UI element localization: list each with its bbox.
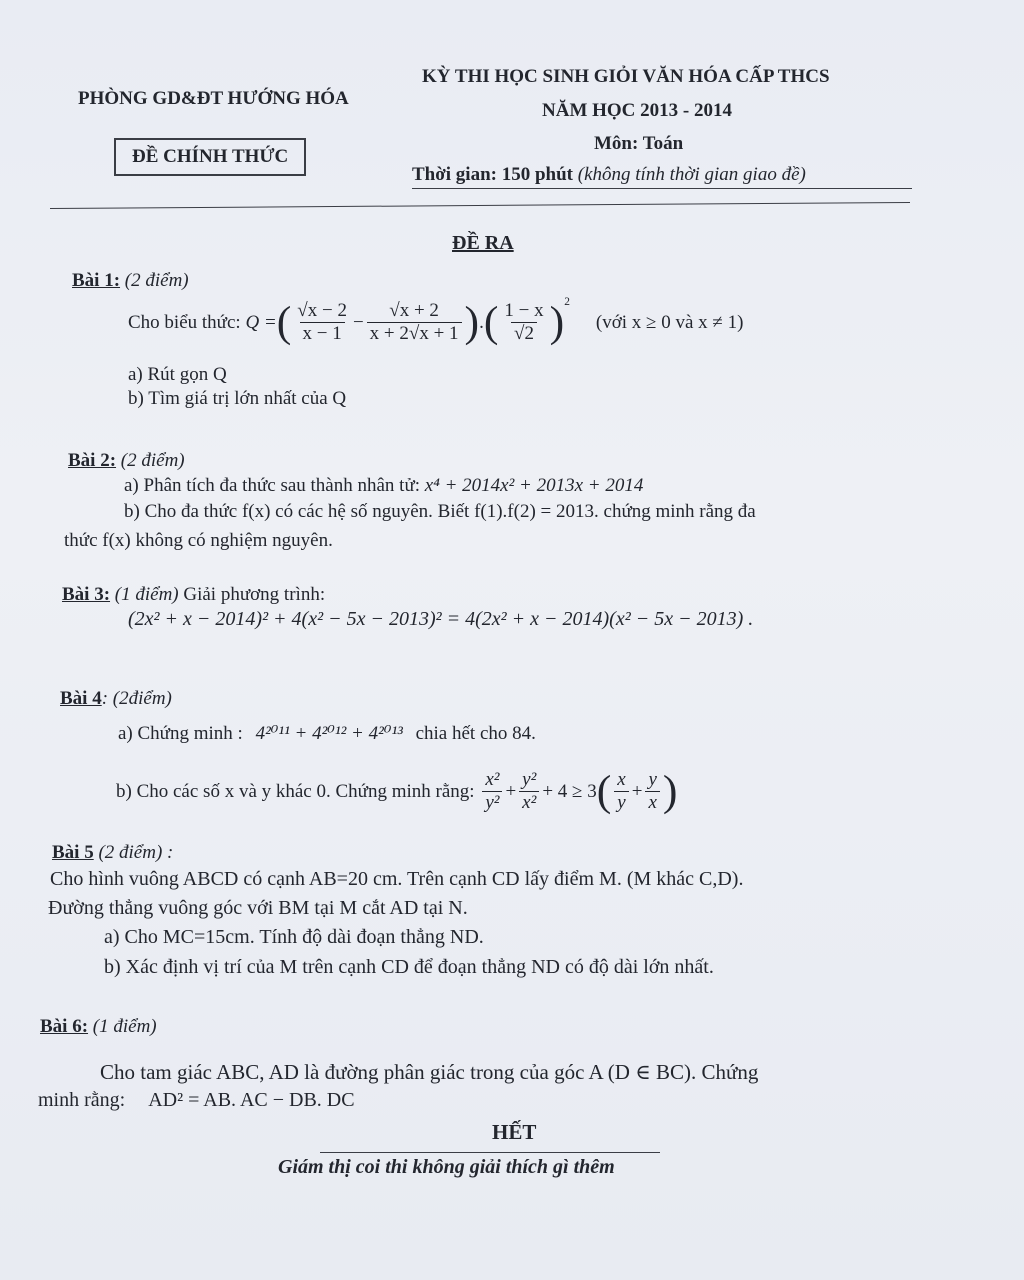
header-underline: [412, 188, 912, 189]
fraction-3-numerator: 1 − x: [504, 299, 544, 321]
time-note: (không tính thời gian giao đề): [577, 164, 806, 185]
fraction-2-numerator: √x + 2: [389, 299, 439, 321]
bai3-equation: (2x² + x − 2014)² + 4(x² − 5x − 2013)² = 4(2x² + x − 2014)(x² − 5x − 2013) .: [128, 608, 754, 630]
frac-x2-den: x²: [519, 791, 539, 815]
bai1-part-a: a) Rút gọn Q: [128, 364, 227, 385]
frac-x-den: x: [645, 791, 659, 815]
frac-x-over-y: [614, 770, 628, 815]
bai6-heading: [40, 1016, 157, 1038]
frac-x2-over-y2: [482, 770, 502, 815]
bai4-part-b: [116, 760, 677, 824]
frac-y-den: y: [614, 791, 628, 815]
bai2-a-text: a) Phân tích đa thức sau thành nhân tử:: [124, 475, 421, 496]
section-title: ĐỀ RA: [452, 232, 514, 254]
header-divider: [50, 202, 910, 209]
left-paren-b4: (: [596, 767, 612, 816]
bai1-expression: Cho biểu thức: Q = ( $\frac{√x - 2}{x - 1}$ − $\frac{√x + 2}{x + 2√x + 1}$ ) . ( $\frac{1 - x}{√2}$ ) $^2$ (với x ≥ 0 và x ≠ 1): [128, 296, 744, 347]
frac-y2-num: y²: [522, 768, 537, 790]
right-paren-2: ): [549, 298, 565, 347]
bai2-part-b-line1: b) Cho đa thức f(x) có các hệ số nguyên. Biết f(1).f(2) = 2013. chứng minh rằng đa: [124, 501, 756, 522]
q-lhs: Q =: [245, 312, 277, 333]
frac-y2-den: y²: [482, 791, 502, 815]
plus-sign: +: [505, 781, 517, 802]
bai6-line2: [38, 1089, 355, 1112]
bai1-condition: (với x ≥ 0 và x ≠ 1): [595, 312, 744, 333]
bai2-points: (2 điểm): [120, 450, 185, 471]
bai4-part-a: [118, 722, 536, 745]
fraction-1: [294, 301, 350, 346]
bai1-heading: [72, 270, 189, 292]
fraction-2: [367, 301, 462, 346]
right-paren-b4: ): [662, 767, 678, 816]
end-marker: HẾT: [492, 1120, 537, 1144]
exam-time: [412, 164, 806, 186]
frac-y-num: y: [648, 768, 657, 790]
exam-title: KỲ THI HỌC SINH GIỎI VĂN HÓA CẤP THCS: [422, 66, 830, 87]
frac-x-num: x: [617, 768, 626, 790]
frac-y2-over-x2: [519, 770, 539, 815]
bai2-a-expression: x⁴ + 2014x² + 2013x + 2014: [424, 475, 644, 496]
bai6-line2-text: minh rằng:: [38, 1089, 126, 1111]
bai1-intro: Cho biểu thức:: [128, 312, 241, 333]
bai4-label: Bài 4: [60, 688, 102, 709]
bai3-intro: Giải phương trình:: [183, 584, 326, 605]
left-paren: (: [276, 298, 292, 347]
fraction-1-numerator: √x − 2: [297, 299, 347, 321]
bai2-part-a: [124, 475, 643, 497]
plus-sign-2: +: [631, 781, 643, 802]
bai3-label: Bài 3:: [62, 584, 111, 605]
bai5-label: Bài 5: [52, 842, 94, 863]
school-year: NĂM HỌC 2013 - 2014: [542, 100, 732, 121]
time-label: Thời gian: 150 phút: [412, 164, 573, 185]
exponent: 2: [564, 296, 570, 308]
bai3-heading: [62, 584, 325, 606]
bai6-points: (1 điểm): [92, 1016, 157, 1037]
bai5-line1: Cho hình vuông ABCD có cạnh AB=20 cm. Trên cạnh CD lấy điểm M. (M khác C,D).: [50, 868, 744, 890]
bai4-b-text: b) Cho các số x và y khác 0. Chứng minh rằng:: [116, 781, 475, 802]
proctor-note: Giám thị coi thi không giải thích gì thêm: [278, 1156, 615, 1178]
bai5-part-b: b) Xác định vị trí của M trên cạnh CD để đoạn thẳng ND có độ dài lớn nhất.: [104, 956, 714, 978]
bai5-heading: [52, 842, 173, 864]
fraction-1-denominator: x − 1: [300, 322, 345, 346]
bai1-part-b: b) Tìm giá trị lớn nhất của Q: [128, 388, 347, 409]
bai3-points: (1 điểm): [114, 584, 179, 605]
bai2-part-b-line2: thức f(x) không có nghiệm nguyên.: [64, 530, 333, 551]
official-exam-badge: ĐỀ CHÍNH THỨC: [114, 138, 306, 176]
bai6-label: Bài 6:: [40, 1016, 89, 1037]
frac-x2-num: x²: [485, 768, 500, 790]
bai6-line1: Cho tam giác ABC, AD là đường phân giác trong của góc A (D ∈ BC). Chứng: [100, 1060, 759, 1084]
bai1-points: (2 điểm): [124, 270, 189, 291]
frac-y-over-x: [645, 770, 659, 815]
end-rule: [320, 1152, 660, 1153]
ineq-mid: + 4 ≥ 3: [542, 781, 597, 802]
bai5-line2: Đường thẳng vuông góc với BM tại M cắt AD tại N.: [48, 897, 468, 919]
minus-sign: −: [352, 312, 364, 333]
bai4-heading: [60, 688, 172, 710]
bai1-label: Bài 1:: [72, 270, 121, 291]
bai5-points: (2 điểm) :: [98, 842, 174, 863]
bai2-label: Bài 2:: [68, 450, 117, 471]
bai5-part-a: a) Cho MC=15cm. Tính độ dài đoạn thẳng ND.: [104, 926, 484, 948]
bai4-a-text: a) Chứng minh :: [118, 723, 243, 744]
right-paren: ): [464, 298, 480, 347]
bai4-points: : (2điểm): [101, 688, 172, 709]
subject: Môn: Toán: [594, 133, 684, 154]
bai4-a-expression: 4²⁰¹¹ + 4²⁰¹² + 4²⁰¹³: [255, 723, 403, 744]
bai6-identity: AD² = AB. AC − DB. DC: [148, 1089, 355, 1111]
fraction-2-denominator: x + 2√x + 1: [367, 322, 462, 346]
fraction-3: [501, 301, 546, 346]
bai2-heading: [68, 450, 185, 472]
department-name: PHÒNG GD&ĐT HƯỚNG HÓA: [78, 88, 349, 109]
bai4-a-tail: chia hết cho 84.: [415, 723, 536, 744]
fraction-3-denominator: √2: [511, 322, 537, 346]
left-paren-2: (: [483, 298, 499, 347]
